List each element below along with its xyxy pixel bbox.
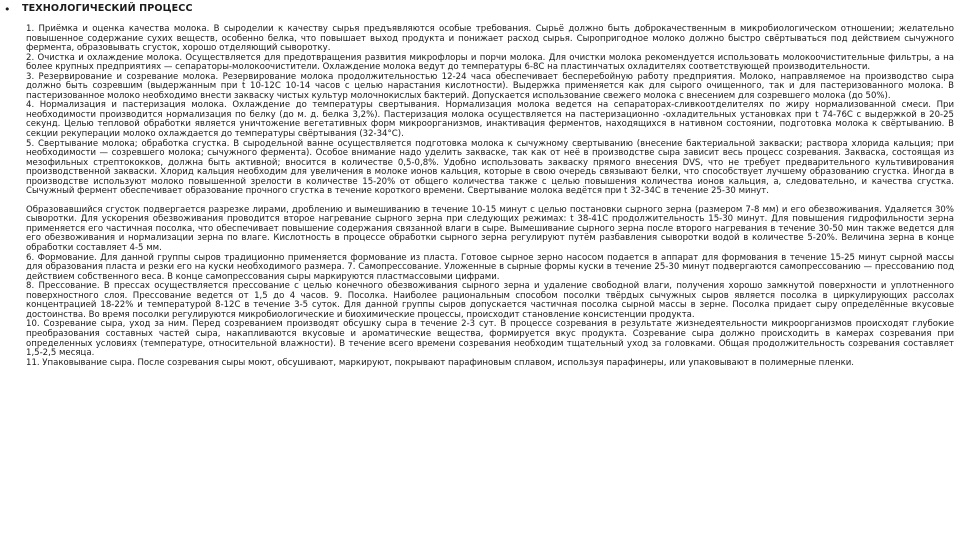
bullet-marker: •: [4, 3, 11, 16]
section-6-7-paragraph: 6. Формование. Для данной группы сыров традиционно применяется формование из пласта. Готовое сырное зерно насосом подается в аппарат для формования в течение 15-25 минут сырной массы для образования пласта и резки его на куски необходимого размера. 7. Самопрессование. Уложенные в сырные формы куски в течение 25-30 минут подвергаются самопрессованию — прессованию под действием собственного веса. В конце самопрессования сыры маркируются пластмассовыми цифрами.: [26, 252, 954, 282]
section-10-paragraph: 10. Созревание сыра, уход за ним. Перед созреванием производят обсушку сыра в течение 2-3 сут. В процессе созревания в результате жизнедеятельности микроорганизмов происходят глубокие преобразования составных частей сыра, накапливаются вкусовые и ароматические вещества, формируется вкус продукта. Созревание сыра должно происходить в камерах созревания при определенных условиях (температуре, относительной влажности). В течение всего времени созревания необходим тщательный уход за головками. Общая продолжительность созревания составляет 1,5-2,5 месяца.: [26, 319, 954, 359]
section-4-paragraph: 4. Нормализация и пастеризация молока. Охлаждение до температуры свертывания. Нормализация молока ведется на сепараторах-сливкоотделителях по жиру нормализованной смеси. При необходимости производится нормализация по белку (до м. д. белка 3,2%). Пастеризация молока осуществляется на пастеризационно -охладительных установках при t 74-76С с выдержкой в 20-25 секунд. Целью тепловой обработки является уничтожение вегетативных форм микроорганизмов, инактивация ферментов, находящихся в нативном состоянии, подготовка молока к свёртыванию. В секции рекуперации молоко охлаждается до температуры свёртывания (32-34°С).: [26, 100, 954, 140]
section-11-paragraph: 11. Упаковывание сыра. После созревания сыры моют, обсушивают, маркируют, покрывают парафиновым сплавом, используя парафинеры, или упаковывают в полимерные пленки.: [26, 357, 855, 368]
section-8-9-paragraph: 8. Прессование. В прессах осуществляется прессование с целью конечного обезвоживания сырного зерна и удаление свободной влаги, получения хорошо замкнутой поверхности и уплотненного поверхностного слоя. Прессование ведется от 1,5 до 4 часов. 9. Посолка. Наиболее рациональным способом посолки твёрдых сычужных сыров является посолка в циркулирующих рассолах концентрацией 18-22% и температурой 8-12С в течение 3-5 суток. Для данной группы сыров допускается частичная посолка сырной массы в зерне. Посолка придает сыру определённые вкусовые достоинства. Во время посолки регулируются микробиологические и биохимические процессы, происходит становление консистенции продукта.: [26, 281, 954, 320]
document-body: [26, 25, 954, 368]
section-2-paragraph: 2. Очистка и охлаждение молока. Осуществляется для предотвращения развития микрофлоры и порчи молока. Для очистки молока рекомендуется использовать молокоочистительные фильтры, а на более крупных предприятиях — сепараторы-молокоочистители. Охлаждение молока ведут до температуры 6-8С на пластинчатых охладителях соответствующей производительности.: [26, 52, 954, 73]
section-5-paragraph: 5. Свертывание молока; обработка сгустка. В сыродельной ванне осуществляется подготовка молока к сычужному свертыванию (внесение бактериальной закваски; раствора хлорида кальция; при необходимости — созревшего молока; сычужного фермента). Особое внимание надо уделить закваске, так как от неё в производстве сыра зависит весь процесс созревания. Закваска, состоящая из мезофильных стрептококков, должна быть активной; вносится в количестве 0,5-0,8%. Удобно использовать закваску прямого внесения DVS, что не требует предварительного культивирования производственной закваски. Хлорид кальция необходим для увеличения в молоке ионов кальция, которые в свою очередь связывают белки, что способствует лучшему образованию сгустка. Иногда в производстве используют молоко повышенной зрелости в количестве 15-20% от общего количества также с целью повышения количества ионов кальция, а, следовательно, и качества сгустка. Сычужный фермент обеспечивает образование прочного сгустка в течение короткого времени. Свертывание молока ведётся при t 32-34С в течение 25-30 минут.: [26, 138, 954, 197]
curd-processing-paragraph: Образовавшийся сгусток подвергается разрезке лирами, дроблению и вымешиванию в течение 10-15 минут с целью постановки сырного зерна (размером 7-8 мм) и его обезвоживания. Удаляется 30% сыворотки. Для ускорения обезвоживания проводится второе нагревание сырного зерна при следующих режимах: t 38-41С продолжительность 15-30 минут. Для повышения гидрофильности зерна применяется его частичная посолка, что обеспечивает повышение содержания связанной влаги в сыре. Вымешивание сырного зерна после второго нагревания в течение 30-50 мин также ведется для его обезвоживания и нормализации зерна по влаге. Кислотность в процессе обработки сырного зерна регулируют путём разбавления сыворотки водой в количестве 5-20%. Величина зерна в конце обработки составляет 4-5 мм.: [26, 204, 954, 254]
section-3-paragraph: 3. Резервирование и созревание молока. Резервирование молока продолжительностью 12-24 часа обеспечивает бесперебойную работу предприятия. Молоко, направляемое на производство сыра должно быть созревшим (выдержанным при t 10-12С 10-14 часов с целью нарастания кислотности). Выдержка применяется как для сырого очищенного, так и для пастеризованного молока. В пастеризованное молоко необходимо внести закваску чистых культур молочнокислых бактерий. Допускается использование свежего молока с внесением для созревшего молока (до 50%).: [26, 71, 954, 101]
section-1-paragraph: 1. Приёмка и оценка качества молока. В сыроделии к качеству сырья предъявляются особые требования. Сырьё должно быть доброкачественным в микробиологическом отношении; желательно повышенное содержание сухих веществ, особенно белка, что повышает выход продукта и понижает расход сырья. Сыропригодное молоко должно быстро свёртываться под действием сычужного фермента, образовывать сгусток, хорошо отделяющий сыворотку.: [26, 24, 954, 54]
page-title: ТЕХНОЛОГИЧЕСКИЙ ПРОЦЕСС: [22, 3, 193, 14]
